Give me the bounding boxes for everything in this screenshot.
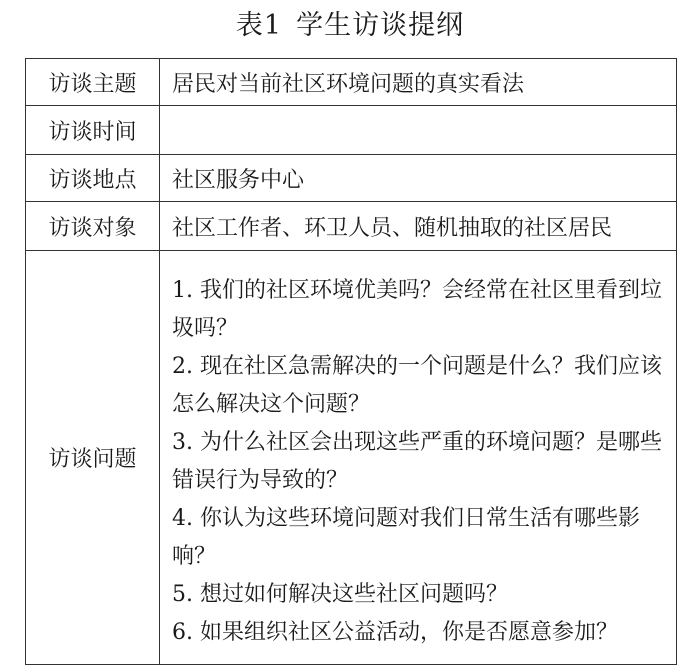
row-value-topic: 居民对当前社区环境问题的真实看法 [160,59,677,106]
table-row [26,202,677,251]
questions-cell [160,251,677,665]
question-list [172,264,670,652]
table-row [26,155,677,202]
interview-outline-table [25,58,677,665]
list-item: 2. 现在社区急需解决的一个问题是什么？我们应该怎么解决这个问题？ [172,353,662,417]
row-label-topic: 访谈主题 [26,59,160,106]
list-item: 6. 如果组织社区公益活动，你是否愿意参加？ [172,619,618,645]
table-caption [0,6,700,46]
row-label-interviewees: 访谈对象 [26,202,160,251]
row-label-time: 访谈时间 [26,106,160,155]
row-value-interviewees: 社区工作者、环卫人员、随机抽取的社区居民 [160,202,677,251]
table-row [26,106,677,155]
table-number: 表1 [235,10,283,41]
list-item: 5. 想过如何解决这些社区问题吗？ [172,581,508,607]
table-row [26,59,677,106]
list-item: 4. 你认为这些环境问题对我们日常生活有哪些影响？ [172,505,640,569]
table-row [26,251,677,665]
row-value-location: 社区服务中心 [160,155,677,202]
row-label-location: 访谈地点 [26,155,160,202]
row-label-questions: 访谈问题 [26,251,160,665]
row-value-time [160,106,677,155]
list-item: 1. 我们的社区环境优美吗？会经常在社区里看到垃圾吗？ [172,277,662,341]
list-item: 3. 为什么社区会出现这些严重的环境问题？是哪些错误行为导致的？ [172,429,662,493]
table-title: 学生访谈提纲 [296,10,465,41]
